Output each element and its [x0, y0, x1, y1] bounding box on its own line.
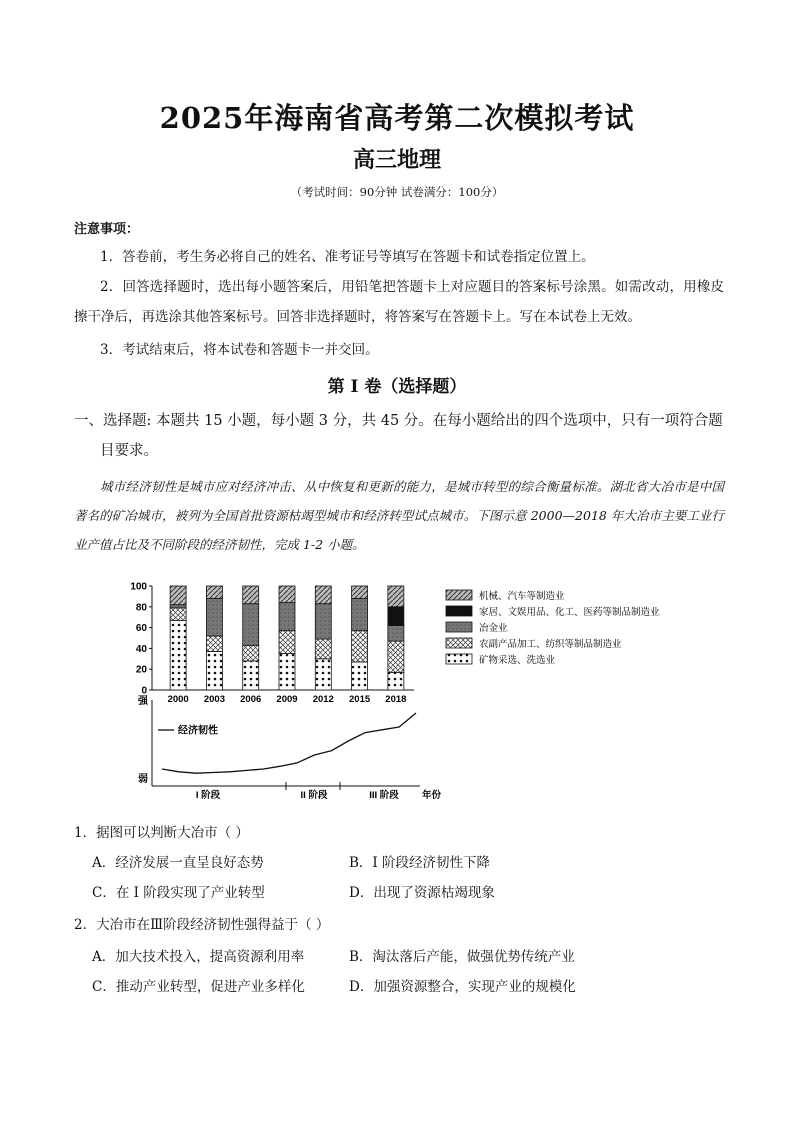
y-tick-label: 60	[135, 623, 147, 635]
industry-resilience-chart	[128, 580, 668, 802]
bar-segment	[243, 661, 259, 690]
bar-segment	[206, 586, 222, 598]
legend-swatch	[446, 590, 472, 600]
resilience-x-label: 年份	[422, 790, 442, 801]
bar-segment	[206, 652, 222, 690]
bar-segment	[170, 605, 186, 608]
exam-title: 2025年海南省高考第二次模拟考试	[159, 101, 635, 135]
notice-item-3: 3．考试结束后，将本试卷和答题卡一并交回。	[100, 342, 379, 358]
resilience-strong-label: 强	[138, 696, 148, 707]
instruction-line-1: 一、选择题: 本题共 15 小题，每小题 3 分，共 45 分。在每小题给出的四个选项中，只有一项符合题	[74, 413, 723, 429]
legend-swatch	[446, 638, 472, 648]
x-tick-label: 2012	[312, 694, 334, 705]
bar-segment	[170, 608, 186, 620]
x-tick-label: 2009	[276, 694, 298, 705]
bar-segment	[315, 586, 331, 604]
bar-segment	[352, 631, 368, 662]
x-tick-label: 2006	[240, 694, 262, 705]
y-tick-label: 80	[135, 602, 147, 614]
instruction-line-2: 目要求。	[100, 443, 158, 459]
question-1-option-c[interactable]: C．在 I 阶段实现了产业转型	[92, 885, 265, 901]
bar-segment	[388, 626, 404, 642]
y-tick-label: 20	[135, 664, 147, 676]
legend-label: 农副产品加工、纺织等制品制造业	[479, 639, 622, 650]
bar-segment	[279, 603, 295, 631]
exam-info: （考试时间：90分钟 试卷满分：100分）	[290, 185, 504, 199]
notice-heading: 注意事项：	[74, 222, 140, 237]
question-1-option-b[interactable]: B．I 阶段经济韧性下降	[349, 855, 491, 871]
bar-segment	[315, 659, 331, 690]
bar-segment	[315, 604, 331, 639]
y-tick-label: 0	[141, 685, 147, 697]
bar-segment	[279, 631, 295, 654]
legend-label: 冶金业	[479, 623, 508, 634]
question-1-option-d[interactable]: D．出现了资源枯竭现象	[349, 885, 495, 901]
question-1-option-a[interactable]: A．经济发展一直呈良好态势	[92, 855, 264, 871]
legend-swatch	[446, 654, 472, 664]
legend-label: 家居、文娱用品、化工、医药等制品制造业	[479, 607, 660, 618]
bar-segment	[170, 586, 186, 605]
bar-segment	[352, 662, 368, 690]
stage-label: III 阶段	[369, 790, 399, 801]
bar-segment	[206, 636, 222, 652]
x-tick-label: 2000	[167, 694, 189, 705]
legend-label: 矿物采选、洗选业	[479, 655, 556, 666]
bar-segment	[243, 586, 259, 604]
x-tick-label: 2018	[385, 694, 407, 705]
stage-label: II 阶段	[300, 790, 328, 801]
question-2-option-d[interactable]: D．加强资源整合，实现产业的规模化	[349, 979, 576, 995]
legend-swatch	[446, 622, 472, 632]
notice-item-2: 2．回答选择题时，选出每小题答案后，用铅笔把答题卡上对应题目的答案标号涂黑。如需改动，用橡皮擦干净后，再选涂其他答案标号。回答非选择题时，将答案写在答题卡上。写在本试卷上无效。	[74, 279, 724, 325]
material-paragraph: 城市经济韧性是城市应对经济冲击、从中恢复和更新的能力，是城市转型的综合衡量标准。湖北省大冶市是中国著名的矿冶城市，被列为全国首批资源枯竭型城市和经济转型试点城市。下图示意 2000—2018 年大冶市主要工业行业产值占比及不同阶段的经济韧性，完成 1-2 小题。	[74, 479, 724, 552]
resilience-weak-label: 弱	[138, 774, 148, 785]
bar-segment	[243, 604, 259, 646]
legend-label: 机械、汽车等制造业	[479, 591, 565, 602]
bar-segment	[279, 654, 295, 690]
bar-segment	[352, 598, 368, 630]
bar-segment	[315, 639, 331, 659]
question-2-option-a[interactable]: A．加大技术投入，提高资源利用率	[92, 949, 305, 965]
question-2-option-c[interactable]: C．推动产业转型，促进产业多样化	[92, 979, 305, 995]
x-tick-label: 2003	[203, 694, 225, 705]
section-instruction	[74, 406, 726, 466]
y-tick-label: 40	[135, 643, 147, 655]
bar-segment	[388, 641, 404, 672]
notice-item-1: 1．答卷前，考生务必将自己的姓名、准考证号等填写在答题卡和试卷指定位置上。	[100, 249, 595, 265]
question-1-stem: 1．据图可以判断大冶市（ ）	[74, 825, 249, 841]
bar-segment	[206, 598, 222, 635]
resilience-curve	[162, 713, 416, 773]
x-tick-label: 2015	[349, 694, 371, 705]
resilience-legend-label: 经济韧性	[178, 725, 218, 737]
question-2-stem: 2．大冶市在Ⅲ阶段经济韧性强得益于（ ）	[74, 917, 330, 933]
legend-swatch	[446, 606, 472, 616]
y-tick-label: 100	[130, 581, 147, 593]
bar-segment	[388, 672, 404, 690]
bar-segment	[279, 586, 295, 603]
bar-segment	[352, 586, 368, 598]
question-2-option-b[interactable]: B．淘汰落后产能，做强优势传统产业	[349, 949, 575, 965]
bar-segment	[170, 620, 186, 690]
bar-segment	[388, 607, 404, 626]
exam-subject: 高三地理	[352, 147, 441, 173]
bar-segment	[388, 586, 404, 607]
bar-segment	[243, 645, 259, 661]
section-title: 第 I 卷（选择题）	[327, 377, 467, 397]
stage-label: I 阶段	[195, 790, 221, 801]
